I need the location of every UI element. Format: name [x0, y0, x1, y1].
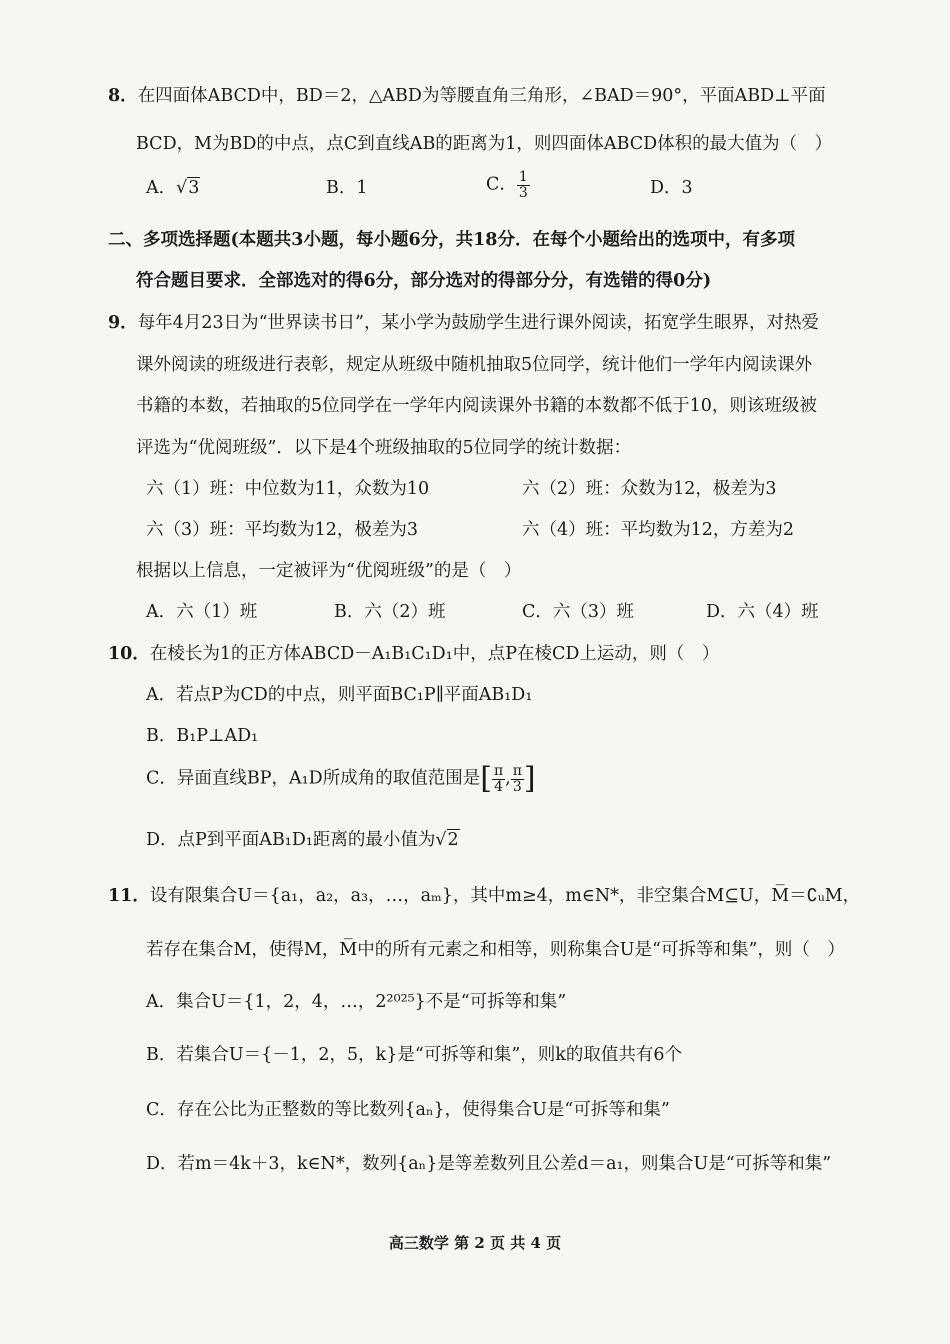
q8-option-a [146, 180, 200, 198]
q9-stem-line3: 书籍的本数，若抽取的5位同学在一学年内阅读课外书籍的本数都不低于10，则该班级被 [136, 396, 817, 416]
q11-line1 [108, 888, 860, 906]
q9-option-d: D．六（4）班 [706, 602, 819, 622]
q8-number: 8． [108, 86, 138, 106]
sqrt-symbol: √3 [176, 178, 200, 198]
q8-option-b: B．1 [326, 178, 368, 198]
page-footer: 高三数学 第 2 页 共 4 页 [388, 1234, 562, 1252]
fraction-denominator: 3 [512, 778, 522, 795]
q11-number: 11． [108, 886, 150, 906]
fraction-pi-over-4 [492, 764, 505, 794]
fraction-pi-over-3 [511, 764, 524, 794]
q11-option-d: D．若m＝4k＋3，k∈N*，数列{aₙ}是等差数列且公差d＝a₁，则集合U是“可拆等和集” [146, 1154, 832, 1174]
q8-option-a-radicand: 3 [188, 178, 200, 198]
q10-option-b: B．B₁P⊥AD₁ [146, 726, 259, 746]
q8-option-d: D．3 [650, 178, 693, 198]
q9-class3-stats: 六（3）班：平均数为12，极差为3 [146, 520, 419, 540]
q9-option-c: C．六（3）班 [522, 602, 635, 622]
q9-class1-stats: 六（1）班：中位数为11，众数为10 [146, 479, 430, 499]
section2-header-line1: 二、多项选择题(本题共3小题，每小题6分，共18分．在每个小题给出的选项中，有多项 [108, 230, 795, 250]
q9-option-b: B．六（2）班 [334, 602, 446, 622]
q9-line1 [108, 315, 819, 333]
q9-stem-line2: 课外阅读的班级进行表彰，规定从班级中随机抽取5位同学，统计他们一学年内阅读课外 [136, 355, 813, 375]
q10-option-a: A．若点P为CD的中点，则平面BC₁P∥平面AB₁D₁ [146, 685, 533, 705]
q11-stem-line1: 设有限集合U＝{a₁，a₂，a₃，…，aₘ}，其中m≥4，m∈N*，非空集合M⊆U，M̅＝∁ᵤM， [149, 886, 861, 906]
left-bracket: [ [480, 761, 492, 797]
q11-option-a: A．集合U＝{1，2，4，…，2²⁰²⁵}不是“可拆等和集” [146, 992, 567, 1012]
fraction-denominator: 3 [518, 184, 528, 201]
q10-option-d-radicand: 2 [447, 830, 459, 850]
sqrt-symbol: √2 [435, 830, 459, 850]
q9-class2-stats: 六（2）班：众数为12，极差为3 [522, 479, 777, 499]
q10-option-c: C．异面直线BP，A₁D所成角的取值范围是[ $\frac{\pi}{4}$ , $\frac{\pi}{3}$ ] [146, 761, 536, 797]
q10-option-d-text: D．点P到平面AB₁D₁距离的最小值为 [146, 830, 436, 850]
q9-stem-line4: 评选为“优阅班级”．以下是4个班级抽取的5位同学的统计数据： [136, 438, 632, 458]
q10-stem: 在棱长为1的正方体ABCD－A₁B₁C₁D₁中，点P在棱CD上运动，则（ ） [149, 644, 720, 664]
q10-option-d [146, 832, 460, 850]
q10-option-c-text: C．异面直线BP，A₁D所成角的取值范围是 [146, 768, 481, 789]
q8-line1 [108, 88, 826, 106]
fraction-numerator: π [493, 763, 504, 779]
q8-option-a-label: A． [146, 178, 177, 198]
q8-option-c [486, 170, 530, 200]
q8-stem-line1: 在四面体ABCD中，BD＝2，△ABD为等腰直角三角形，∠BAD＝90°，平面ABD⊥平面 [137, 86, 826, 106]
fraction [517, 170, 530, 200]
q11-option-c: C．存在公比为正整数的等比数列{aₙ}，使得集合U是“可拆等和集” [146, 1100, 670, 1120]
q9-option-a: A．六（1）班 [146, 602, 258, 622]
fraction-numerator: π [512, 763, 522, 779]
q11-option-b: B．若集合U＝{－1，2，5，k}是“可拆等和集”，则k的取值共有6个 [146, 1045, 683, 1065]
q9-class4-stats: 六（4）班：平均数为12，方差为2 [522, 520, 795, 540]
fraction-numerator: 1 [518, 169, 528, 185]
q9-number: 9． [108, 313, 138, 333]
q9-question: 根据以上信息，一定被评为“优阅班级”的是（ ） [136, 561, 522, 581]
section2-header-line2: 符合题目要求．全部选对的得6分，部分选对的得部分分，有选错的得0分) [136, 271, 712, 291]
q10-number: 10． [108, 644, 150, 664]
q8-stem-line2: BCD，M为BD的中点，点C到直线AB的距离为1，则四面体ABCD体积的最大值为（ ） [136, 134, 833, 154]
q11-stem-line2: 若存在集合M，使得M，M̅中的所有元素之和相等，则称集合U是“可拆等和集”，则（ ） [146, 940, 845, 960]
right-bracket: ] [523, 761, 536, 797]
q9-stem-line1: 每年4月23日为“世界读书日”，某小学为鼓励学生进行课外阅读，拓宽学生眼界，对热爱 [137, 313, 819, 333]
q10-line1 [108, 646, 719, 664]
q8-option-c-label: C． [486, 174, 517, 195]
fraction-denominator: 4 [494, 778, 503, 795]
